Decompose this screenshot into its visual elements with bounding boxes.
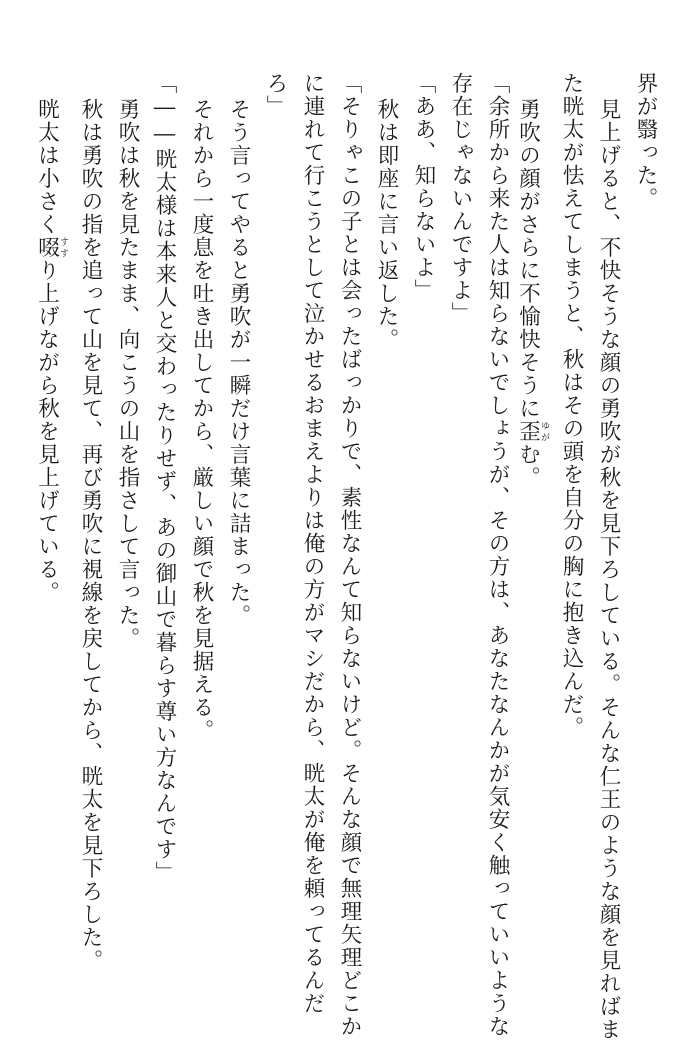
text-column-13: それから一度息を吐き出してから、厳しい顔で秋を見据える。 xyxy=(189,98,214,742)
text-column-4-post: む。 xyxy=(515,443,541,489)
text-column-1: 界が翳った。 xyxy=(633,72,658,210)
text-column-14: 「――晄太様は本来人と交わったりせず、あの御山で暮らす尊い方なんです」 xyxy=(152,72,177,884)
text-column-11: ろ」 xyxy=(263,72,288,118)
text-column-4 xyxy=(515,98,549,489)
text-column-17 xyxy=(34,98,68,604)
text-column-4-pre: 勇吹の顔がさらに不愉快そうに xyxy=(515,98,541,420)
text-column-10: に連れて行こうとして泣かせるおまえよりは俺の方がマシだから、晄太が俺を頼ってるんだ xyxy=(300,72,325,1015)
furigana-susu: 啜すす xyxy=(34,236,68,259)
text-column-7: 「ああ、知らないよ」 xyxy=(411,72,436,302)
text-column-8: 秋は即座に言い返した。 xyxy=(374,98,399,351)
text-column-16: 秋は勇吹の指を追って山を見て、再び勇吹に視線を戻してから、晄太を見下ろした。 xyxy=(78,98,103,972)
furigana-yuga: 歪ゆが xyxy=(515,420,549,443)
text-column-9: 「そりゃこの子とは会ったばっかりで、素性なんて知らないけど。そんな顔で無理矢理どこか xyxy=(337,72,362,1038)
text-column-6: 存在じゃないんですよ」 xyxy=(448,72,473,325)
text-column-17-pre: 晄太は小さく xyxy=(34,98,60,236)
text-column-3: た晄太が怯えてしまうと、秋はその頭を自分の胸に抱き込んだ。 xyxy=(559,72,584,739)
text-column-5: 「余所から来た人は知らないでしょうが、その方は、あなたなんかが気安く触っていいような xyxy=(485,72,510,1038)
text-column-15: 勇吹は秋を見たまま、向こうの山を指さして言った。 xyxy=(115,98,140,650)
text-column-12: そう言ってやると勇吹が一瞬だけ言葉に詰まった。 xyxy=(226,98,251,627)
text-column-2: 見上げると、不快そうな顔の勇吹が秋を見下ろしている。そんな仁王のような顔を見ればま xyxy=(596,98,621,1041)
text-column-17-post: り上げながら秋を見上げている。 xyxy=(34,259,60,604)
